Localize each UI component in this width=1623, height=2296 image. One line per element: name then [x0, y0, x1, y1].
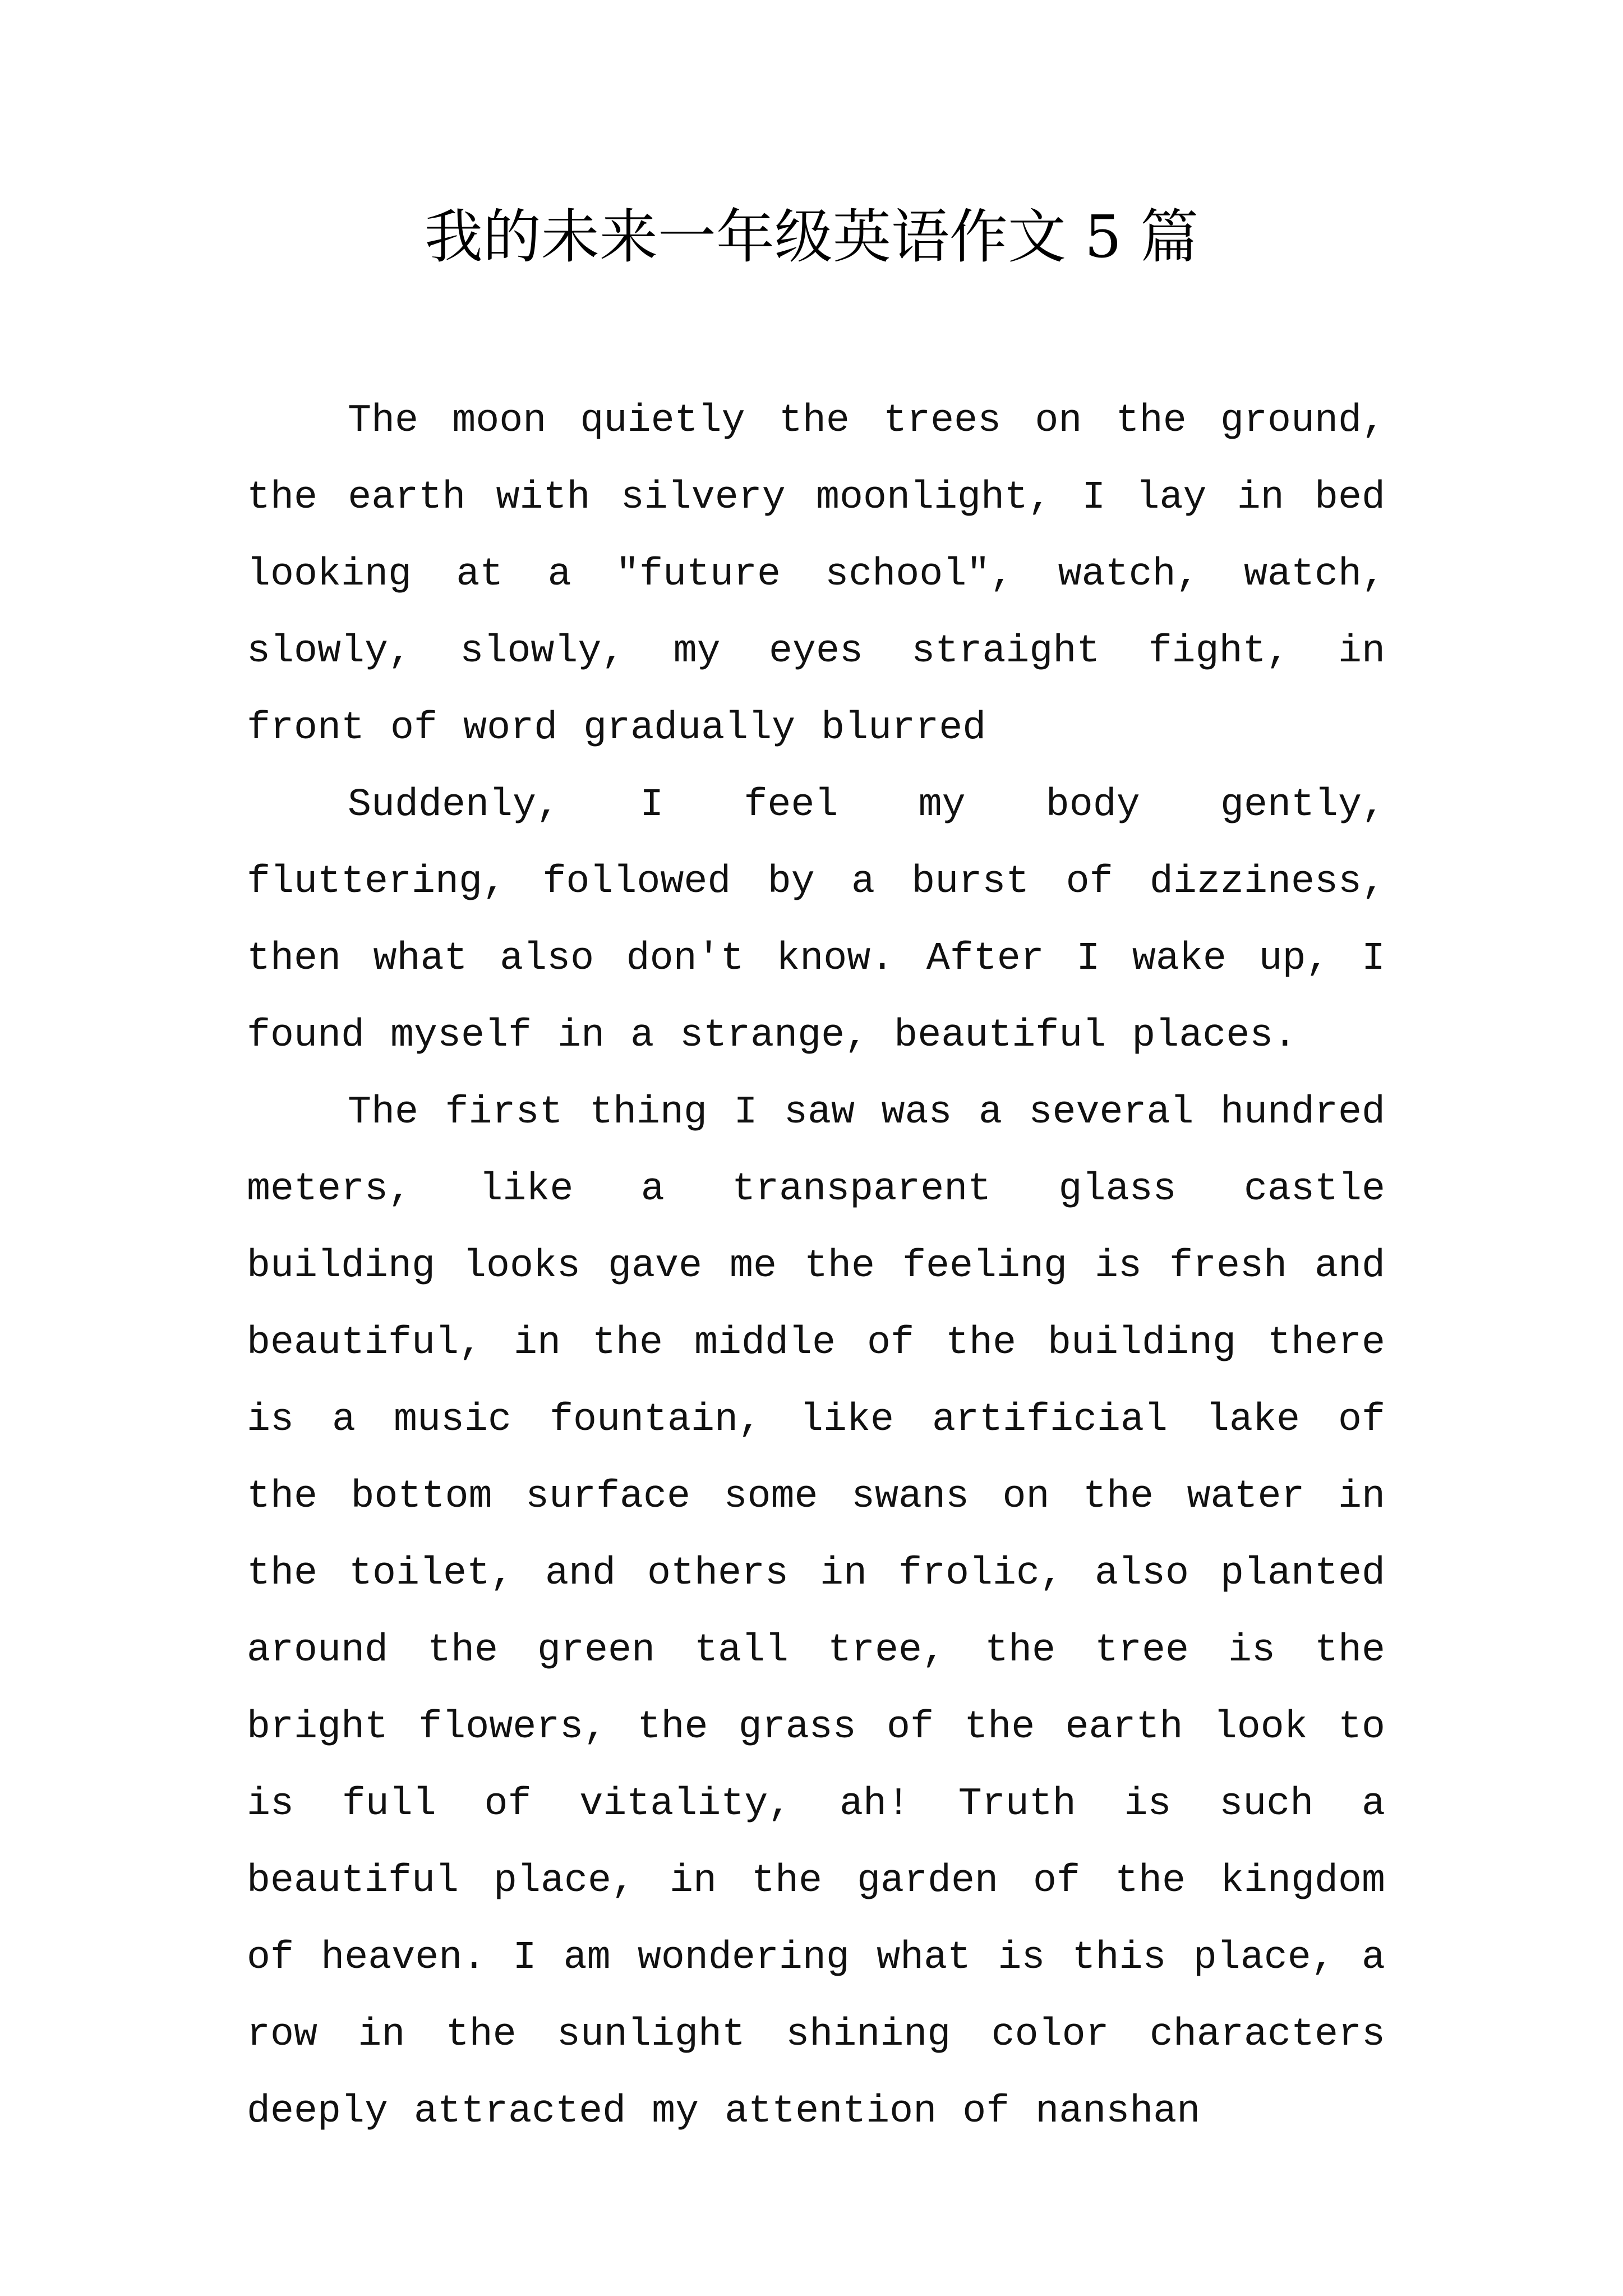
document-body [247, 383, 1385, 2150]
document-title: 我的未来一年级英语作文 5 篇 [424, 203, 1199, 271]
paragraph-1: The moon quietly the trees on the ground, the earth with silvery moonlight, I lay in bed looking at a "future school", watch, watch, slowly, slowly, my eyes straight fight, in front of word gradually blurred [247, 399, 1385, 751]
paragraph-3: The first thing I saw was a several hundred meters, like a transparent glass castle building looks gave me the feeling is fresh and beautiful, in the middle of the building there is a music fountain, like artificial lake of the bottom surface some swans on the water in the toilet, and others in frolic, also planted around the green tall tree, the tree is the bright flowers, the grass of the earth look to is full of vitality, ah! Truth is such a beautiful place, in the garden of the kingdom of heaven. I am wondering what is this place, a row in the sunlight shining color characters deeply attracted my attention of nanshan [247, 1091, 1385, 2134]
paragraph-2: Suddenly, I feel my body gently, fluttering, followed by a burst of dizziness, then what also don't know. After I wake up, I found myself in a strange, beautiful places. [247, 783, 1385, 1058]
